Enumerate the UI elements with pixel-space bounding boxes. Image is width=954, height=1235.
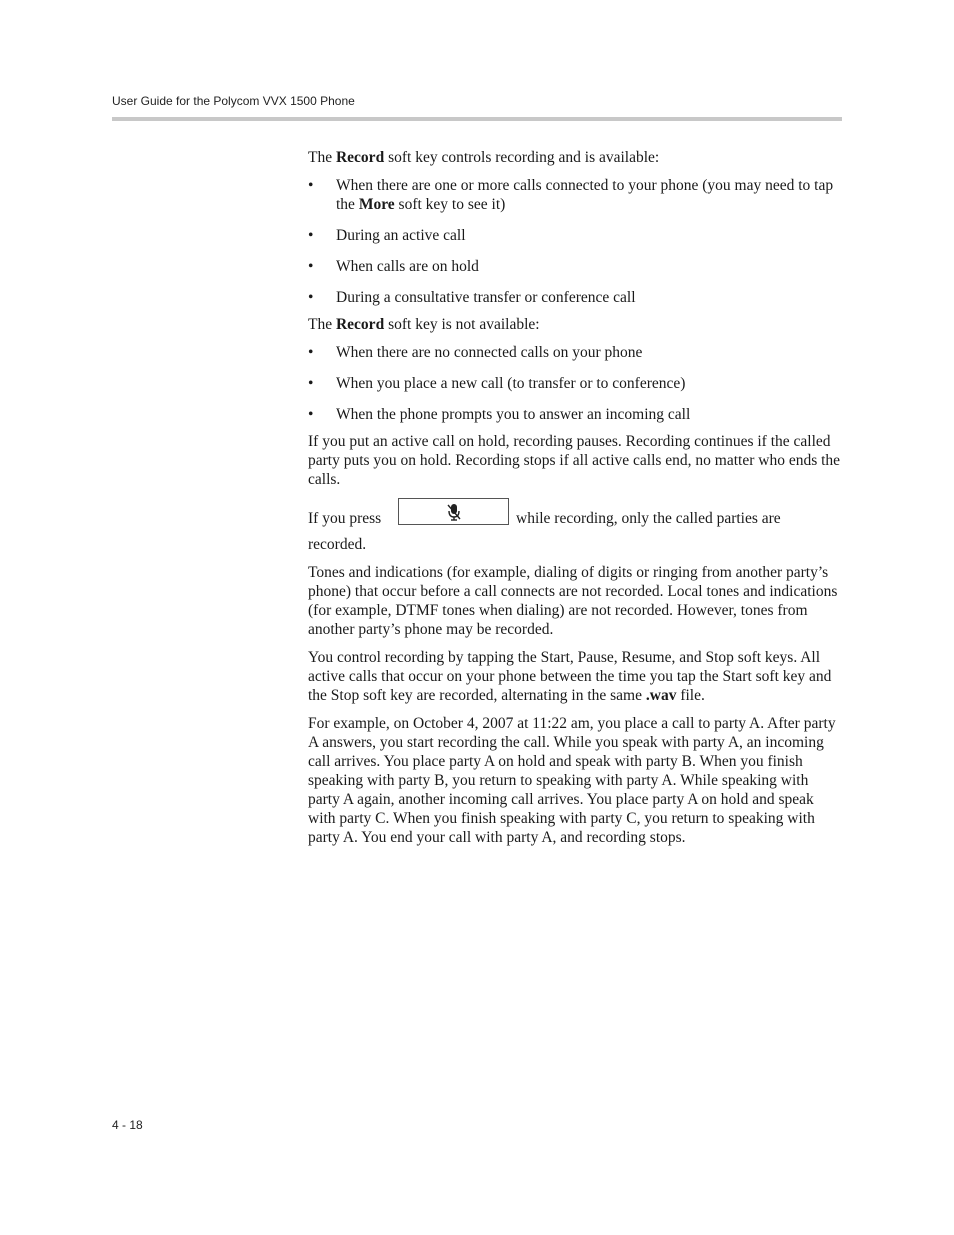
bullet: • bbox=[308, 177, 314, 194]
intro-available-paragraph bbox=[308, 148, 842, 167]
more-keyword: More bbox=[358, 196, 395, 213]
microphone-mute-icon bbox=[447, 503, 461, 521]
header-rule bbox=[112, 117, 842, 121]
mute-soft-key-illustration bbox=[398, 498, 509, 525]
wav-keyword: .wav bbox=[645, 687, 677, 704]
list-item bbox=[308, 176, 842, 214]
list-item-text: During an active call bbox=[336, 227, 466, 244]
intro-text: The bbox=[308, 316, 336, 333]
example-paragraph: For example, on October 4, 2007 at 11:22 am, you place a call to party A. After party A answers, you start recording the call. While you speak with party A, an incoming call arrives. You place party A on hold and speak with party B. When you finish speaking with party B, you return to speaking with party A. While speaking with party A again, another incoming call arrives. You place party A on hold and speak with party C. When you finish speaking with party C, you return to speaking with party A. You end your call with party A, and recording stops. bbox=[308, 715, 836, 846]
list-item-text: During a consultative transfer or conference call bbox=[336, 289, 636, 306]
list-item-text: soft key to see it) bbox=[394, 196, 506, 213]
body-content bbox=[308, 148, 842, 856]
intro-text: soft key is not available: bbox=[384, 316, 540, 333]
intro-text: The bbox=[308, 149, 336, 166]
not-available-list bbox=[308, 343, 842, 424]
list-item bbox=[308, 288, 842, 307]
list-item-text: When calls are on hold bbox=[336, 258, 479, 275]
list-item bbox=[308, 343, 842, 362]
tones-paragraph: Tones and indications (for example, dialing of digits or ringing from another party’s phone) that occur before a call connects are not recorded. Local tones and indications (for example, DTMF tones when dialing) are not recorded. However, tones from another party’s phone may be recorded. bbox=[308, 564, 838, 638]
press-line-text: If you press bbox=[308, 510, 382, 527]
page-number: 4 - 18 bbox=[112, 1118, 143, 1132]
list-item bbox=[308, 374, 842, 393]
control-paragraph bbox=[308, 648, 842, 705]
list-item bbox=[308, 405, 842, 424]
bullet: • bbox=[308, 406, 314, 423]
list-item-text: When there are one or more calls connected to your phone (you may need to tap the bbox=[336, 177, 834, 213]
hold-paragraph: If you put an active call on hold, recording pauses. Recording continues if the called party puts you on hold. Recording stops if all active calls end, no matter who ends the calls. bbox=[308, 433, 841, 488]
intro-text: soft key controls recording and is available: bbox=[384, 149, 660, 166]
press-line-text: while recording, only the called parties are bbox=[516, 510, 781, 527]
running-header: User Guide for the Polycom VVX 1500 Phone bbox=[112, 94, 355, 108]
available-list bbox=[308, 176, 842, 307]
bullet: • bbox=[308, 289, 314, 306]
press-line bbox=[308, 507, 842, 537]
bullet: • bbox=[308, 344, 314, 361]
list-item-text: When there are no connected calls on your phone bbox=[336, 344, 643, 361]
paragraph-text: You control recording by tapping the Start, Pause, Resume, and Stop soft keys. All active calls that occur on your phone between the time you tap the Start soft key and the Stop soft key are recorded, alternating in the same bbox=[308, 649, 832, 704]
press-line-continuation: recorded. bbox=[308, 536, 367, 553]
bullet: • bbox=[308, 375, 314, 392]
list-item-text: When the phone prompts you to answer an incoming call bbox=[336, 406, 691, 423]
bullet: • bbox=[308, 227, 314, 244]
bullet: • bbox=[308, 258, 314, 275]
record-keyword: Record bbox=[335, 316, 385, 333]
record-keyword: Record bbox=[335, 149, 385, 166]
list-item bbox=[308, 226, 842, 245]
list-item-text: When you place a new call (to transfer or to conference) bbox=[336, 375, 686, 392]
intro-not-available-paragraph bbox=[308, 315, 842, 334]
list-item bbox=[308, 257, 842, 276]
paragraph-text: file. bbox=[676, 687, 705, 704]
